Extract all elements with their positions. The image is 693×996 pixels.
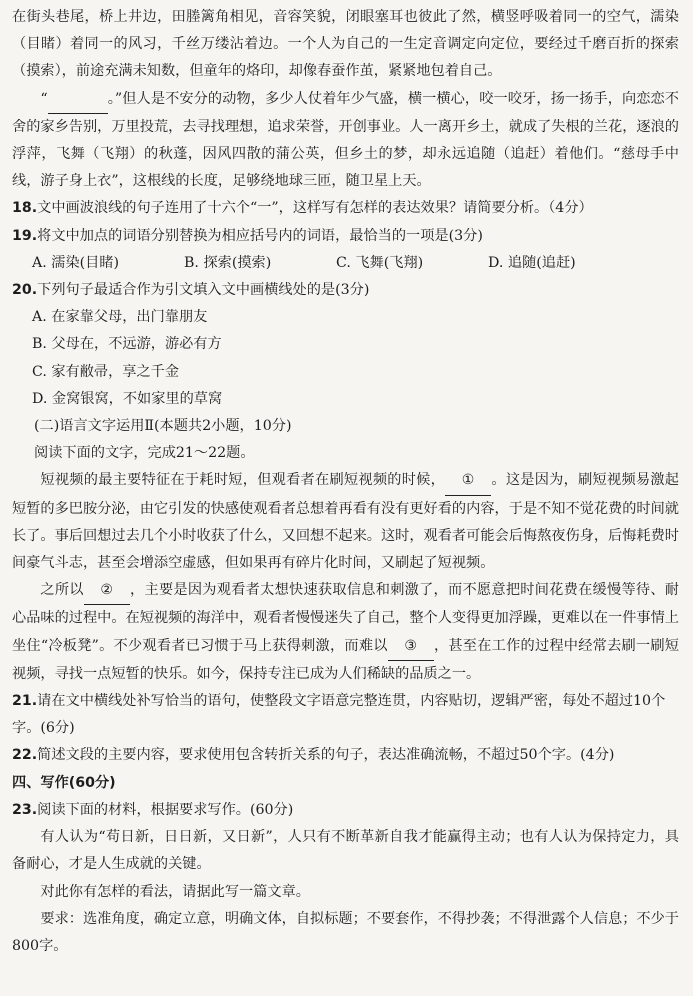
question-20 [12,277,679,304]
paragraph-text: 短视频的最主要特征在于耗时短，但观看者在刷短视频的时候， [40,472,446,489]
question-number: 21. [12,693,38,710]
question-text: 简述文段的主要内容，要求使用包含转折关系的句子，表达准确流畅，不超过50个字。(4分) [37,747,615,764]
section-title: 四、写作(60分) [12,774,116,791]
passage-paragraph-2 [12,86,679,196]
question-text: 下列句子最适合作为引文填入文中画横线处的是(3分) [37,282,370,299]
option-c: C. 家有敝帚，享之千金 [32,363,180,380]
option-d: D. 金窝银窝，不如家里的草窝 [32,390,223,407]
paragraph-text: 。这是因为，刷短视频易激起短暂的多巴胺分泌，由它引发的快感使观看者总想着再看有没有更好看的内容，于是不知不觉花费的时间就长了。事后回想过去几个小时收获了什么，又回想不起来。这时，观看者可能会后悔熬夜伤身，后悔耗费时间豪气斗志，甚至会增添空虚感，但如果再有碎片化时间，又刷起了短视频。 [12,472,679,572]
question-number: 23. [12,801,38,818]
question-number: 22. [12,747,38,764]
fill-blank-1: ① [445,467,491,495]
question-19-options [12,250,679,277]
writing-prompt: 对此你有怎样的看法，请据此写一篇文章。 [40,883,310,900]
question-text: 将文中加点的词语分别替换为相应括号内的词语，最恰当的一项是(3分) [37,227,483,244]
fill-blank-line [48,86,108,114]
section2-paragraph-2 [12,577,679,688]
section-instruction: 阅读下面的文字，完成21～22题。 [34,445,255,462]
passage-paragraph-1: 在街头巷尾，桥上井边，田塍篱角相见，音容笑貌，闭眼塞耳也彼此了然，横竖呼吸着同一的空气，濡染（目睹）着同一的风习，千丝万缕沾着边。一个人为自己的一生定音调定向定位，要经过千磨百折的探索（摸索），前途充满未知数，但童年的烙印，却像春蚕作茧，紧紧地包着自己。 [12,9,679,80]
question-number: 19. [12,227,38,244]
option-b: B. 父母在，不远游，游必有方 [32,336,222,353]
fill-blank-2: ② [84,577,130,605]
question-21 [12,688,679,742]
writing-requirements: 要求：选准角度，确定立意，明确文体，自拟标题；不要套作，不得抄袭；不得泄露个人信息；不少于800字。 [12,910,679,954]
question-22 [12,742,679,769]
passage-paragraph-2-text: 。”但人是不安分的动物，多少人仗着年少气盛，横一横心，咬一咬牙，扬一扬手，向恋恋不舍的家乡告别，万里投荒，去寻找理想，追求荣誉，开创事业。人一离开乡土，就成了失根的兰花，逐浪的浮萍，飞舞（飞翔）的秋蓬，因风四散的蒲公英，但乡土的梦，却永远追随（追赶）着他们。“慈母手中线，游子身上衣”，这根线的长度，足够绕地球三匝，随卫星上天。 [12,90,679,190]
question-text: 阅读下面的材料，根据要求写作。(60分) [37,801,294,818]
quote-open: “ [40,90,48,107]
option-d: D. 追随(追赶) [488,254,576,271]
paragraph-text: ，主要是因为观看者太想快速获取信息和刺激了，而不愿意把时间花费在缓慢等待、耐心品味的过程中。在短视频的海洋中，观看者慢慢迷失了自己，整个人变得更加浮躁，更难以在一件事情上坐住“冷板凳”。不少观看者已习惯于马上获得刺激，而难以 [12,582,679,654]
option-a: A. 在家靠父母，出门靠朋友 [32,309,208,326]
writing-material: 有人认为“苟日新，日日新，又日新”，人只有不断革新自我才能赢得主动；也有人认为保持定力，具备耐心，才是人生成就的关键。 [12,829,679,873]
question-number: 20. [12,282,38,299]
section-title: (二)语言文字运用Ⅱ(本题共2小题，10分) [34,418,292,435]
question-text: 请在文中横线处补写恰当的语句，使整段文字语意完整连贯，内容贴切，逻辑严密，每处不超过10个字。(6分) [12,693,666,737]
question-18 [12,195,679,222]
question-23 [12,797,679,824]
option-c: C. 飞舞(飞翔) [336,254,424,271]
question-number: 18. [12,200,38,217]
paragraph-text: 之所以 [40,582,84,599]
fill-blank-3: ③ [388,633,434,661]
option-a: A. 濡染(目睹) [32,254,120,271]
question-text: 文中画波浪线的句子连用了十六个“一”，这样写有怎样的表达效果？请简要分析。（4分） [37,200,593,217]
paragraph-text: ，甚至在工作的过程中经常去刷一刷短视频，寻找一点短暂的快乐。如今，保持专注已成为人们稀缺的品质之一。 [12,637,679,682]
option-b: B. 探索(摸索) [184,254,272,271]
question-19 [12,223,679,250]
section2-paragraph-1 [12,467,679,577]
